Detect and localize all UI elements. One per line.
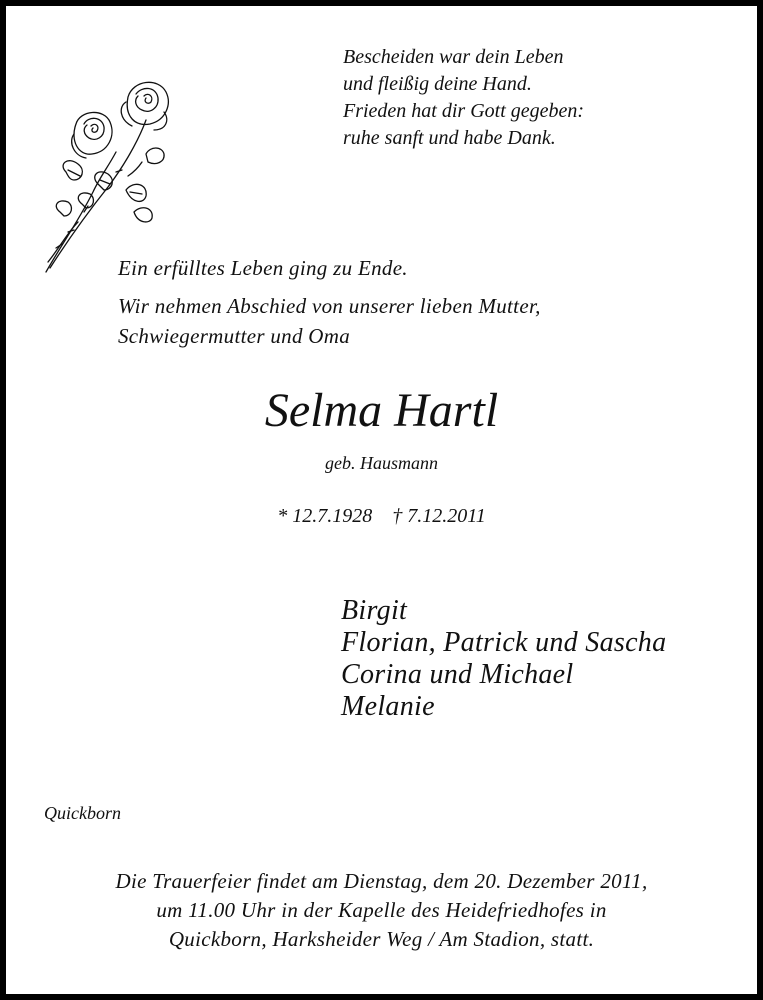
- poem-line: ruhe sanft und habe Dank.: [343, 127, 556, 149]
- intro-line: Wir nehmen Abschied von unserer lieben Mutter,: [118, 294, 541, 318]
- birth-date: * 12.7.1928: [277, 505, 373, 527]
- family-member: Melanie: [341, 691, 435, 722]
- intro-line: Schwiegermutter und Oma: [118, 324, 351, 348]
- intro-text: [118, 291, 541, 351]
- born-name: geb. Hausmann: [325, 453, 438, 473]
- family-list: [341, 595, 666, 723]
- life-dates: [0, 503, 763, 529]
- poem-line: Bescheiden war dein Leben: [343, 46, 564, 68]
- funeral-line: Die Trauerfeier findet am Dienstag, dem 20. Dezember 2011,: [115, 869, 648, 893]
- poem-line: Frieden hat dir Gott gegeben:: [343, 100, 585, 122]
- poem-line: und fleißig deine Hand.: [343, 73, 532, 95]
- rose-icon: [38, 72, 173, 277]
- funeral-line: um 11.00 Uhr in der Kapelle des Heidefriedhofes in: [156, 898, 607, 922]
- poem: [343, 44, 584, 152]
- family-member: Birgit: [341, 595, 408, 626]
- death-date: † 7.12.2011: [392, 505, 486, 527]
- place-name: Quickborn: [44, 803, 121, 823]
- family-member: Florian, Patrick und Sascha: [341, 627, 667, 658]
- family-member: Corina und Michael: [341, 659, 574, 690]
- deceased-name: Selma Hartl: [264, 384, 499, 437]
- intro-line: Ein erfülltes Leben ging zu Ende.: [118, 256, 408, 280]
- funeral-line: Quickborn, Harksheider Weg / Am Stadion, statt.: [168, 927, 595, 951]
- funeral-info: [0, 867, 763, 954]
